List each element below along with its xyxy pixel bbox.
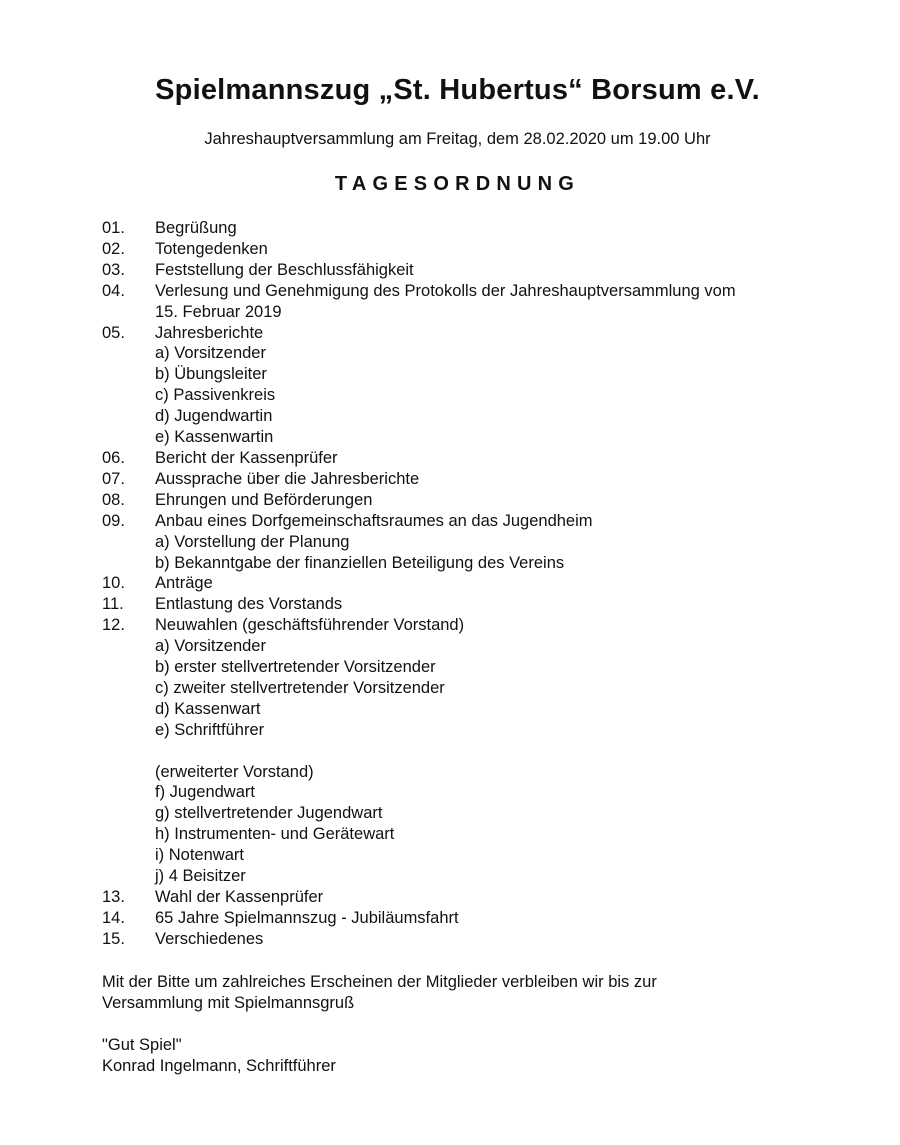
- signature-block: [102, 1035, 862, 1077]
- agenda-text: Entlastung des Vorstands: [155, 595, 343, 614]
- agenda-item: [102, 615, 862, 636]
- agenda-number: 08.: [102, 490, 125, 509]
- agenda-subitem: e) Kassenwartin: [155, 428, 274, 447]
- agenda-text: Aussprache über die Jahresberichte: [155, 469, 420, 488]
- agenda-number: 11.: [102, 595, 124, 614]
- agenda-text: Wahl der Kassenprüfer: [155, 887, 324, 906]
- agenda-text: Neuwahlen (geschäftsführender Vorstand): [155, 616, 465, 635]
- agenda-number: 15.: [102, 929, 125, 948]
- agenda-text: Feststellung der Beschlussfähigkeit: [155, 260, 414, 279]
- agenda-number: 14.: [102, 908, 125, 927]
- agenda-item: [102, 469, 862, 490]
- agenda-subitem: d) Jugendwartin: [155, 407, 273, 426]
- agenda-text: Begrüßung: [155, 219, 237, 237]
- agenda-number: 07.: [102, 469, 125, 488]
- agenda-item: [102, 490, 862, 511]
- agenda-item: [102, 511, 862, 532]
- closing-paragraph: [102, 972, 862, 1014]
- signature-greeting: "Gut Spiel": [102, 1036, 182, 1054]
- agenda-item: [102, 448, 862, 469]
- agenda-item: [102, 573, 862, 594]
- agenda-subitem: b) Bekanntgabe der finanziellen Beteiligung des Vereins: [155, 553, 565, 572]
- agenda-text: Verschiedenes: [155, 929, 264, 948]
- agenda-subitem: c) zweiter stellvertretender Vorsitzender: [155, 678, 445, 697]
- agenda-item: [102, 594, 862, 615]
- agenda-number: 01.: [102, 219, 125, 237]
- agenda-text-continuation: 15. Februar 2019: [155, 302, 282, 321]
- agenda-subitem: i) Notenwart: [155, 846, 244, 865]
- agenda-text: Bericht der Kassenprüfer: [155, 448, 338, 467]
- meeting-info: Jahreshauptversammlung am Freitag, dem 28.02.2020 um 19.00 Uhr: [204, 130, 711, 148]
- agenda-text: Verlesung und Genehmigung des Protokolls der Jahreshauptversammlung vom: [155, 281, 736, 300]
- agenda-number: 05.: [102, 323, 125, 342]
- agenda-text: 65 Jahre Spielmannszug - Jubiläumsfahrt: [155, 908, 459, 927]
- agenda-subitem: j) 4 Beisitzer: [155, 867, 246, 886]
- agenda-subheading: (erweiterter Vorstand): [155, 762, 314, 781]
- agenda-number: 12.: [102, 616, 125, 635]
- agenda-subitem: e) Schriftführer: [155, 720, 265, 739]
- spacer: [102, 741, 862, 762]
- agenda-subitem: b) erster stellvertretender Vorsitzender: [155, 658, 436, 677]
- agenda-item: [102, 929, 862, 950]
- agenda-item: [102, 908, 862, 929]
- agenda-number: 06.: [102, 448, 125, 467]
- agenda-subitem: d) Kassenwart: [155, 699, 261, 718]
- agenda-number: 02.: [102, 239, 125, 258]
- agenda-item: [102, 218, 862, 239]
- agenda-heading: TAGESORDNUNG: [334, 173, 581, 195]
- agenda-item: [102, 239, 862, 260]
- agenda-subitem: c) Passivenkreis: [155, 386, 276, 405]
- agenda-text: Anträge: [155, 574, 213, 593]
- agenda-text: Anbau eines Dorfgemeinschaftsraumes an das Jugendheim: [155, 511, 593, 530]
- closing-line: Mit der Bitte um zahlreiches Erscheinen der Mitglieder verbleiben wir bis zur: [102, 973, 657, 991]
- agenda-subitem: a) Vorstellung der Planung: [155, 532, 350, 551]
- agenda-item: [102, 260, 862, 281]
- agenda-number: 13.: [102, 887, 125, 906]
- agenda-subitem: a) Vorsitzender: [155, 344, 266, 363]
- agenda-text: Ehrungen und Beförderungen: [155, 490, 373, 509]
- document-title: Spielmannszug „St. Hubertus“ Borsum e.V.: [155, 74, 760, 106]
- agenda-text: Totengedenken: [155, 239, 268, 258]
- agenda-item: [102, 323, 862, 344]
- agenda-item: [102, 281, 862, 302]
- agenda-subitem: f) Jugendwart: [155, 783, 255, 802]
- agenda-number: 04.: [102, 281, 125, 300]
- agenda-number: 09.: [102, 511, 125, 530]
- agenda-number: 03.: [102, 260, 125, 279]
- agenda-list: [102, 218, 862, 950]
- agenda-subitem: g) stellvertretender Jugendwart: [155, 804, 383, 823]
- agenda-number: 10.: [102, 574, 125, 593]
- signature-name: Konrad Ingelmann, Schriftführer: [102, 1056, 336, 1075]
- agenda-subitem: b) Übungsleiter: [155, 365, 267, 384]
- agenda-text: Jahresberichte: [155, 323, 264, 342]
- agenda-subitem: a) Vorsitzender: [155, 637, 266, 656]
- closing-line: Versammlung mit Spielmannsgruß: [102, 993, 355, 1012]
- agenda-item: [102, 887, 862, 908]
- agenda-subitem: h) Instrumenten- und Gerätewart: [155, 825, 395, 844]
